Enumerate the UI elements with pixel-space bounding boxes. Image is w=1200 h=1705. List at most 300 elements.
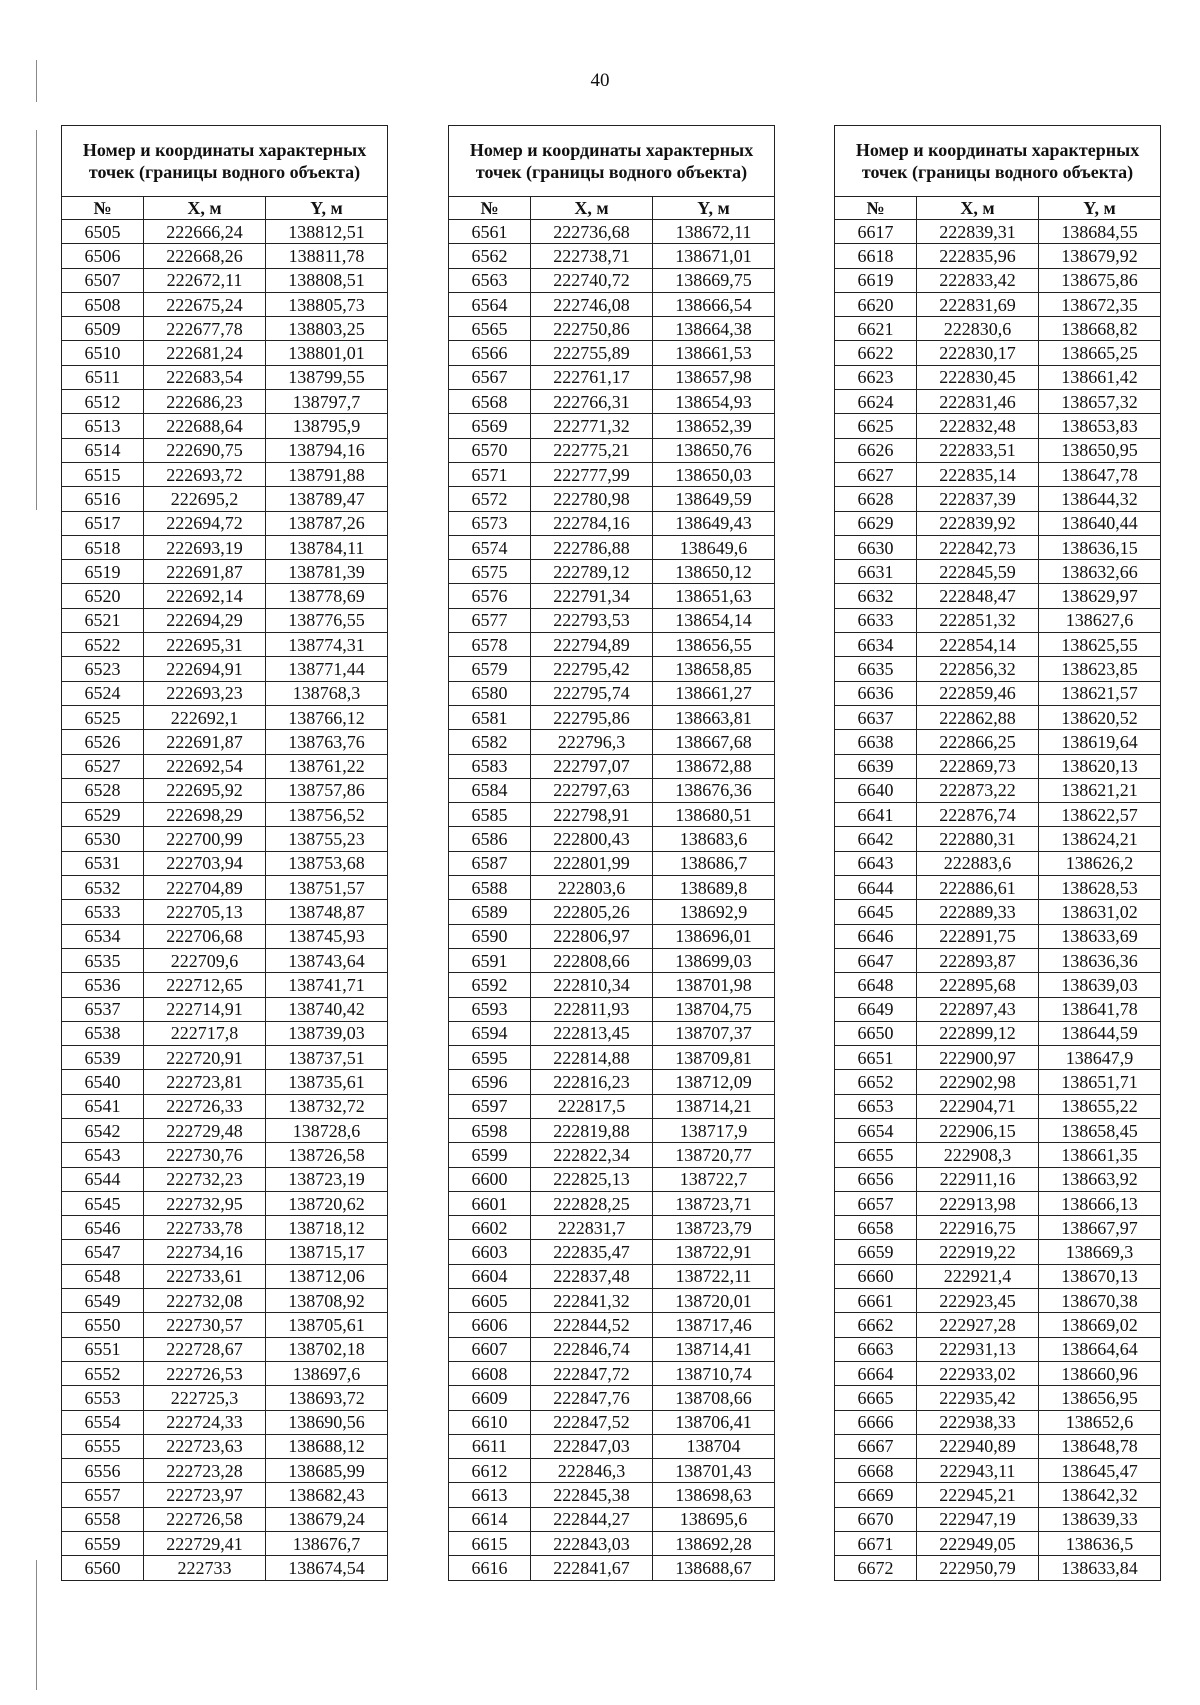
coord-x: 222845,59 bbox=[917, 560, 1039, 584]
table-row bbox=[449, 1118, 775, 1142]
coord-x: 222841,32 bbox=[531, 1289, 653, 1313]
point-number: 6667 bbox=[835, 1434, 917, 1458]
coord-y: 138714,41 bbox=[653, 1337, 775, 1361]
coord-x: 222947,19 bbox=[917, 1507, 1039, 1531]
table-row bbox=[449, 608, 775, 632]
point-number: 6671 bbox=[835, 1532, 917, 1556]
point-number: 6608 bbox=[449, 1361, 531, 1385]
coord-x: 222873,22 bbox=[917, 778, 1039, 802]
point-number: 6649 bbox=[835, 997, 917, 1021]
table-row bbox=[62, 754, 388, 778]
coord-y: 138623,85 bbox=[1039, 657, 1161, 681]
coord-y: 138795,9 bbox=[266, 414, 388, 438]
point-number: 6542 bbox=[62, 1118, 144, 1142]
coord-y: 138669,02 bbox=[1039, 1313, 1161, 1337]
coord-x: 222835,14 bbox=[917, 462, 1039, 486]
coord-y: 138620,13 bbox=[1039, 754, 1161, 778]
coord-y: 138672,35 bbox=[1039, 292, 1161, 316]
point-number: 6528 bbox=[62, 778, 144, 802]
coord-y: 138787,26 bbox=[266, 511, 388, 535]
table-row bbox=[449, 705, 775, 729]
table-row bbox=[835, 1240, 1161, 1264]
coord-y: 138672,88 bbox=[653, 754, 775, 778]
coord-y: 138715,17 bbox=[266, 1240, 388, 1264]
table-row bbox=[449, 1216, 775, 1240]
coord-x: 222906,15 bbox=[917, 1118, 1039, 1142]
table-row bbox=[62, 1070, 388, 1094]
coord-x: 222830,17 bbox=[917, 341, 1039, 365]
point-number: 6602 bbox=[449, 1216, 531, 1240]
table-row bbox=[835, 851, 1161, 875]
point-number: 6596 bbox=[449, 1070, 531, 1094]
table-row bbox=[449, 1434, 775, 1458]
table-row bbox=[62, 900, 388, 924]
coord-y: 138774,31 bbox=[266, 633, 388, 657]
table-row bbox=[449, 438, 775, 462]
table-row bbox=[835, 438, 1161, 462]
point-number: 6666 bbox=[835, 1410, 917, 1434]
point-number: 6524 bbox=[62, 681, 144, 705]
point-number: 6556 bbox=[62, 1459, 144, 1483]
point-number: 6631 bbox=[835, 560, 917, 584]
coord-x: 222945,21 bbox=[917, 1483, 1039, 1507]
coord-y: 138685,99 bbox=[266, 1459, 388, 1483]
coord-y: 138753,68 bbox=[266, 851, 388, 875]
coord-y: 138657,98 bbox=[653, 365, 775, 389]
coord-y: 138680,51 bbox=[653, 803, 775, 827]
coord-y: 138660,96 bbox=[1039, 1361, 1161, 1385]
point-number: 6593 bbox=[449, 997, 531, 1021]
point-number: 6669 bbox=[835, 1483, 917, 1507]
table-row bbox=[835, 948, 1161, 972]
coord-x: 222712,65 bbox=[144, 973, 266, 997]
table-row bbox=[835, 900, 1161, 924]
table-row bbox=[835, 535, 1161, 559]
table-row bbox=[449, 973, 775, 997]
point-number: 6591 bbox=[449, 948, 531, 972]
coord-x: 222831,46 bbox=[917, 390, 1039, 414]
point-number: 6563 bbox=[449, 268, 531, 292]
coord-y: 138751,57 bbox=[266, 876, 388, 900]
coord-y: 138714,21 bbox=[653, 1094, 775, 1118]
coord-x: 222911,16 bbox=[917, 1167, 1039, 1191]
coord-x: 222734,16 bbox=[144, 1240, 266, 1264]
coord-x: 222692,1 bbox=[144, 705, 266, 729]
coord-x: 222856,32 bbox=[917, 657, 1039, 681]
table-row bbox=[835, 1556, 1161, 1580]
coord-y: 138651,71 bbox=[1039, 1070, 1161, 1094]
coord-y: 138642,32 bbox=[1039, 1483, 1161, 1507]
coord-y: 138668,82 bbox=[1039, 317, 1161, 341]
point-number: 6629 bbox=[835, 511, 917, 535]
coord-x: 222830,45 bbox=[917, 365, 1039, 389]
coord-y: 138650,03 bbox=[653, 462, 775, 486]
coord-x: 222880,31 bbox=[917, 827, 1039, 851]
point-number: 6538 bbox=[62, 1021, 144, 1045]
point-number: 6611 bbox=[449, 1434, 531, 1458]
coord-x: 222866,25 bbox=[917, 730, 1039, 754]
table-row bbox=[449, 1289, 775, 1313]
coord-x: 222775,21 bbox=[531, 438, 653, 462]
coord-x: 222761,17 bbox=[531, 365, 653, 389]
coord-x: 222913,98 bbox=[917, 1191, 1039, 1215]
point-number: 6635 bbox=[835, 657, 917, 681]
point-number: 6534 bbox=[62, 924, 144, 948]
point-number: 6584 bbox=[449, 778, 531, 802]
table-row bbox=[835, 1191, 1161, 1215]
table-row bbox=[835, 1483, 1161, 1507]
table-row bbox=[62, 608, 388, 632]
coord-x: 222844,52 bbox=[531, 1313, 653, 1337]
point-number: 6506 bbox=[62, 244, 144, 268]
table-row bbox=[62, 535, 388, 559]
table-row bbox=[449, 535, 775, 559]
coord-x: 222817,5 bbox=[531, 1094, 653, 1118]
point-number: 6587 bbox=[449, 851, 531, 875]
point-number: 6513 bbox=[62, 414, 144, 438]
coord-x: 222805,26 bbox=[531, 900, 653, 924]
point-number: 6589 bbox=[449, 900, 531, 924]
point-number: 6616 bbox=[449, 1556, 531, 1580]
coord-y: 138699,03 bbox=[653, 948, 775, 972]
coord-x: 222705,13 bbox=[144, 900, 266, 924]
coord-x: 222810,34 bbox=[531, 973, 653, 997]
point-number: 6554 bbox=[62, 1410, 144, 1434]
point-number: 6567 bbox=[449, 365, 531, 389]
point-number: 6510 bbox=[62, 341, 144, 365]
coord-y: 138701,98 bbox=[653, 973, 775, 997]
table-row bbox=[835, 1410, 1161, 1434]
coord-x: 222723,63 bbox=[144, 1434, 266, 1458]
point-number: 6583 bbox=[449, 754, 531, 778]
coord-x: 222837,39 bbox=[917, 487, 1039, 511]
coord-x: 222777,99 bbox=[531, 462, 653, 486]
coord-x: 222846,3 bbox=[531, 1459, 653, 1483]
table-row bbox=[449, 1021, 775, 1045]
coord-y: 138657,32 bbox=[1039, 390, 1161, 414]
coord-x: 222692,54 bbox=[144, 754, 266, 778]
margin-line-top bbox=[36, 60, 37, 102]
coord-y: 138695,6 bbox=[653, 1507, 775, 1531]
point-number: 6565 bbox=[449, 317, 531, 341]
coord-x: 222845,38 bbox=[531, 1483, 653, 1507]
coord-x: 222691,87 bbox=[144, 560, 266, 584]
table-row bbox=[62, 705, 388, 729]
coord-x: 222813,45 bbox=[531, 1021, 653, 1045]
table-row bbox=[835, 754, 1161, 778]
coord-x: 222738,71 bbox=[531, 244, 653, 268]
point-number: 6515 bbox=[62, 462, 144, 486]
point-number: 6540 bbox=[62, 1070, 144, 1094]
table-row bbox=[449, 1556, 775, 1580]
coord-y: 138720,01 bbox=[653, 1289, 775, 1313]
table-row bbox=[449, 754, 775, 778]
coord-y: 138684,55 bbox=[1039, 220, 1161, 244]
coord-y: 138743,64 bbox=[266, 948, 388, 972]
col-number-header: № bbox=[62, 197, 144, 220]
table-row bbox=[62, 1216, 388, 1240]
table-row bbox=[62, 973, 388, 997]
table-title: Номер и координаты характерных точек (границы водного объекта) bbox=[62, 126, 388, 197]
table-row bbox=[449, 1337, 775, 1361]
coord-y: 138704,75 bbox=[653, 997, 775, 1021]
table-row bbox=[449, 803, 775, 827]
coord-y: 138692,9 bbox=[653, 900, 775, 924]
coord-y: 138658,85 bbox=[653, 657, 775, 681]
point-number: 6641 bbox=[835, 803, 917, 827]
coord-y: 138704 bbox=[653, 1434, 775, 1458]
point-number: 6632 bbox=[835, 584, 917, 608]
coord-x: 222789,12 bbox=[531, 560, 653, 584]
coord-x: 222733,61 bbox=[144, 1264, 266, 1288]
table-row bbox=[835, 560, 1161, 584]
point-number: 6636 bbox=[835, 681, 917, 705]
coord-y: 138625,55 bbox=[1039, 633, 1161, 657]
table-row bbox=[62, 414, 388, 438]
coord-x: 222733,78 bbox=[144, 1216, 266, 1240]
coord-y: 138649,43 bbox=[653, 511, 775, 535]
table-row bbox=[835, 487, 1161, 511]
coord-y: 138679,24 bbox=[266, 1507, 388, 1531]
coord-y: 138717,46 bbox=[653, 1313, 775, 1337]
coord-x: 222690,75 bbox=[144, 438, 266, 462]
table-row bbox=[449, 1191, 775, 1215]
coord-y: 138670,38 bbox=[1039, 1289, 1161, 1313]
table-row bbox=[835, 876, 1161, 900]
point-number: 6630 bbox=[835, 535, 917, 559]
table-row bbox=[835, 1167, 1161, 1191]
coord-y: 138639,03 bbox=[1039, 973, 1161, 997]
coord-x: 222923,45 bbox=[917, 1289, 1039, 1313]
coord-y: 138674,54 bbox=[266, 1556, 388, 1580]
coord-x: 222847,03 bbox=[531, 1434, 653, 1458]
coord-y: 138722,11 bbox=[653, 1264, 775, 1288]
coord-y: 138683,6 bbox=[653, 827, 775, 851]
coord-y: 138771,44 bbox=[266, 657, 388, 681]
point-number: 6646 bbox=[835, 924, 917, 948]
table-row bbox=[62, 1386, 388, 1410]
table-row bbox=[835, 924, 1161, 948]
point-number: 6541 bbox=[62, 1094, 144, 1118]
coord-x: 222839,92 bbox=[917, 511, 1039, 535]
coord-y: 138706,41 bbox=[653, 1410, 775, 1434]
coord-y: 138696,01 bbox=[653, 924, 775, 948]
coord-x: 222786,88 bbox=[531, 535, 653, 559]
coord-y: 138650,76 bbox=[653, 438, 775, 462]
col-x-header: X, м bbox=[144, 197, 266, 220]
table-row bbox=[835, 1094, 1161, 1118]
point-number: 6627 bbox=[835, 462, 917, 486]
point-number: 6654 bbox=[835, 1118, 917, 1142]
point-number: 6648 bbox=[835, 973, 917, 997]
table-row bbox=[62, 1167, 388, 1191]
coord-x: 222746,08 bbox=[531, 292, 653, 316]
coord-x: 222728,67 bbox=[144, 1337, 266, 1361]
coord-y: 138628,53 bbox=[1039, 876, 1161, 900]
table-row bbox=[449, 1143, 775, 1167]
table-title: Номер и координаты характерных точек (границы водного объекта) bbox=[835, 126, 1161, 197]
table-row bbox=[62, 1240, 388, 1264]
coord-x: 222830,6 bbox=[917, 317, 1039, 341]
coord-x: 222844,27 bbox=[531, 1507, 653, 1531]
coord-x: 222847,76 bbox=[531, 1386, 653, 1410]
coord-y: 138624,21 bbox=[1039, 827, 1161, 851]
point-number: 6557 bbox=[62, 1483, 144, 1507]
coord-y: 138650,95 bbox=[1039, 438, 1161, 462]
point-number: 6512 bbox=[62, 390, 144, 414]
coord-y: 138811,78 bbox=[266, 244, 388, 268]
coord-x: 222677,78 bbox=[144, 317, 266, 341]
coord-y: 138658,45 bbox=[1039, 1118, 1161, 1142]
table-row bbox=[62, 244, 388, 268]
point-number: 6609 bbox=[449, 1386, 531, 1410]
coord-y: 138708,66 bbox=[653, 1386, 775, 1410]
point-number: 6622 bbox=[835, 341, 917, 365]
table-row bbox=[449, 900, 775, 924]
coordinates-table-2 bbox=[448, 125, 775, 1581]
point-number: 6623 bbox=[835, 365, 917, 389]
table-row bbox=[62, 1507, 388, 1531]
table-row bbox=[835, 292, 1161, 316]
point-number: 6561 bbox=[449, 220, 531, 244]
coord-y: 138645,47 bbox=[1039, 1459, 1161, 1483]
table-row bbox=[835, 778, 1161, 802]
coord-x: 222935,42 bbox=[917, 1386, 1039, 1410]
page-number: 40 bbox=[590, 70, 610, 91]
coord-x: 222672,11 bbox=[144, 268, 266, 292]
coord-x: 222695,92 bbox=[144, 778, 266, 802]
coord-y: 138805,73 bbox=[266, 292, 388, 316]
coord-x: 222843,03 bbox=[531, 1532, 653, 1556]
table-row bbox=[62, 1264, 388, 1288]
point-number: 6575 bbox=[449, 560, 531, 584]
coord-y: 138717,9 bbox=[653, 1118, 775, 1142]
coord-y: 138641,78 bbox=[1039, 997, 1161, 1021]
coord-y: 138707,37 bbox=[653, 1021, 775, 1045]
coord-y: 138647,78 bbox=[1039, 462, 1161, 486]
coord-y: 138656,55 bbox=[653, 633, 775, 657]
coord-y: 138636,15 bbox=[1039, 535, 1161, 559]
point-number: 6509 bbox=[62, 317, 144, 341]
table-row bbox=[62, 487, 388, 511]
table-row bbox=[449, 827, 775, 851]
coord-x: 222700,99 bbox=[144, 827, 266, 851]
point-number: 6581 bbox=[449, 705, 531, 729]
coord-x: 222902,98 bbox=[917, 1070, 1039, 1094]
table-row bbox=[62, 876, 388, 900]
coord-x: 222904,71 bbox=[917, 1094, 1039, 1118]
coord-x: 222733 bbox=[144, 1556, 266, 1580]
coord-x: 222740,72 bbox=[531, 268, 653, 292]
table-row bbox=[835, 584, 1161, 608]
coord-y: 138644,59 bbox=[1039, 1021, 1161, 1045]
coord-x: 222795,74 bbox=[531, 681, 653, 705]
coord-x: 222798,91 bbox=[531, 803, 653, 827]
point-number: 6590 bbox=[449, 924, 531, 948]
point-number: 6614 bbox=[449, 1507, 531, 1531]
point-number: 6532 bbox=[62, 876, 144, 900]
table-row bbox=[449, 657, 775, 681]
coord-x: 222729,48 bbox=[144, 1118, 266, 1142]
coord-x: 222816,23 bbox=[531, 1070, 653, 1094]
coord-x: 222869,73 bbox=[917, 754, 1039, 778]
coord-x: 222938,33 bbox=[917, 1410, 1039, 1434]
table-row bbox=[835, 1216, 1161, 1240]
point-number: 6604 bbox=[449, 1264, 531, 1288]
table-row bbox=[449, 268, 775, 292]
coord-x: 222694,91 bbox=[144, 657, 266, 681]
coord-x: 222694,72 bbox=[144, 511, 266, 535]
point-number: 6579 bbox=[449, 657, 531, 681]
point-number: 6521 bbox=[62, 608, 144, 632]
coord-y: 138629,97 bbox=[1039, 584, 1161, 608]
point-number: 6653 bbox=[835, 1094, 917, 1118]
table-row bbox=[835, 973, 1161, 997]
point-number: 6574 bbox=[449, 535, 531, 559]
coord-x: 222736,68 bbox=[531, 220, 653, 244]
point-number: 6595 bbox=[449, 1046, 531, 1070]
table-row bbox=[835, 681, 1161, 705]
coord-x: 222839,31 bbox=[917, 220, 1039, 244]
point-number: 6537 bbox=[62, 997, 144, 1021]
point-number: 6628 bbox=[835, 487, 917, 511]
coord-x: 222794,89 bbox=[531, 633, 653, 657]
point-number: 6535 bbox=[62, 948, 144, 972]
point-number: 6568 bbox=[449, 390, 531, 414]
coord-y: 138761,22 bbox=[266, 754, 388, 778]
coord-x: 222726,33 bbox=[144, 1094, 266, 1118]
coord-y: 138666,54 bbox=[653, 292, 775, 316]
point-number: 6544 bbox=[62, 1167, 144, 1191]
coord-y: 138648,78 bbox=[1039, 1434, 1161, 1458]
table-row bbox=[62, 268, 388, 292]
table-row bbox=[449, 1532, 775, 1556]
table-row bbox=[62, 584, 388, 608]
point-number: 6555 bbox=[62, 1434, 144, 1458]
coord-y: 138672,11 bbox=[653, 220, 775, 244]
coord-y: 138745,93 bbox=[266, 924, 388, 948]
coord-y: 138679,92 bbox=[1039, 244, 1161, 268]
table-row bbox=[449, 365, 775, 389]
table-row bbox=[449, 876, 775, 900]
coord-y: 138664,38 bbox=[653, 317, 775, 341]
point-number: 6670 bbox=[835, 1507, 917, 1531]
point-number: 6658 bbox=[835, 1216, 917, 1240]
point-number: 6615 bbox=[449, 1532, 531, 1556]
table-row bbox=[449, 317, 775, 341]
point-number: 6633 bbox=[835, 608, 917, 632]
coord-x: 222919,22 bbox=[917, 1240, 1039, 1264]
coord-x: 222949,05 bbox=[917, 1532, 1039, 1556]
point-number: 6580 bbox=[449, 681, 531, 705]
table-row bbox=[835, 462, 1161, 486]
point-number: 6573 bbox=[449, 511, 531, 535]
table-row bbox=[835, 1046, 1161, 1070]
coord-y: 138654,14 bbox=[653, 608, 775, 632]
col-x-header: X, м bbox=[917, 197, 1039, 220]
point-number: 6505 bbox=[62, 220, 144, 244]
coord-y: 138655,22 bbox=[1039, 1094, 1161, 1118]
coord-x: 222851,32 bbox=[917, 608, 1039, 632]
table-row bbox=[449, 414, 775, 438]
coord-x: 222675,24 bbox=[144, 292, 266, 316]
coord-y: 138712,06 bbox=[266, 1264, 388, 1288]
table-row bbox=[835, 1143, 1161, 1167]
coord-x: 222693,19 bbox=[144, 535, 266, 559]
point-number: 6597 bbox=[449, 1094, 531, 1118]
table-row bbox=[62, 292, 388, 316]
table-row bbox=[449, 584, 775, 608]
